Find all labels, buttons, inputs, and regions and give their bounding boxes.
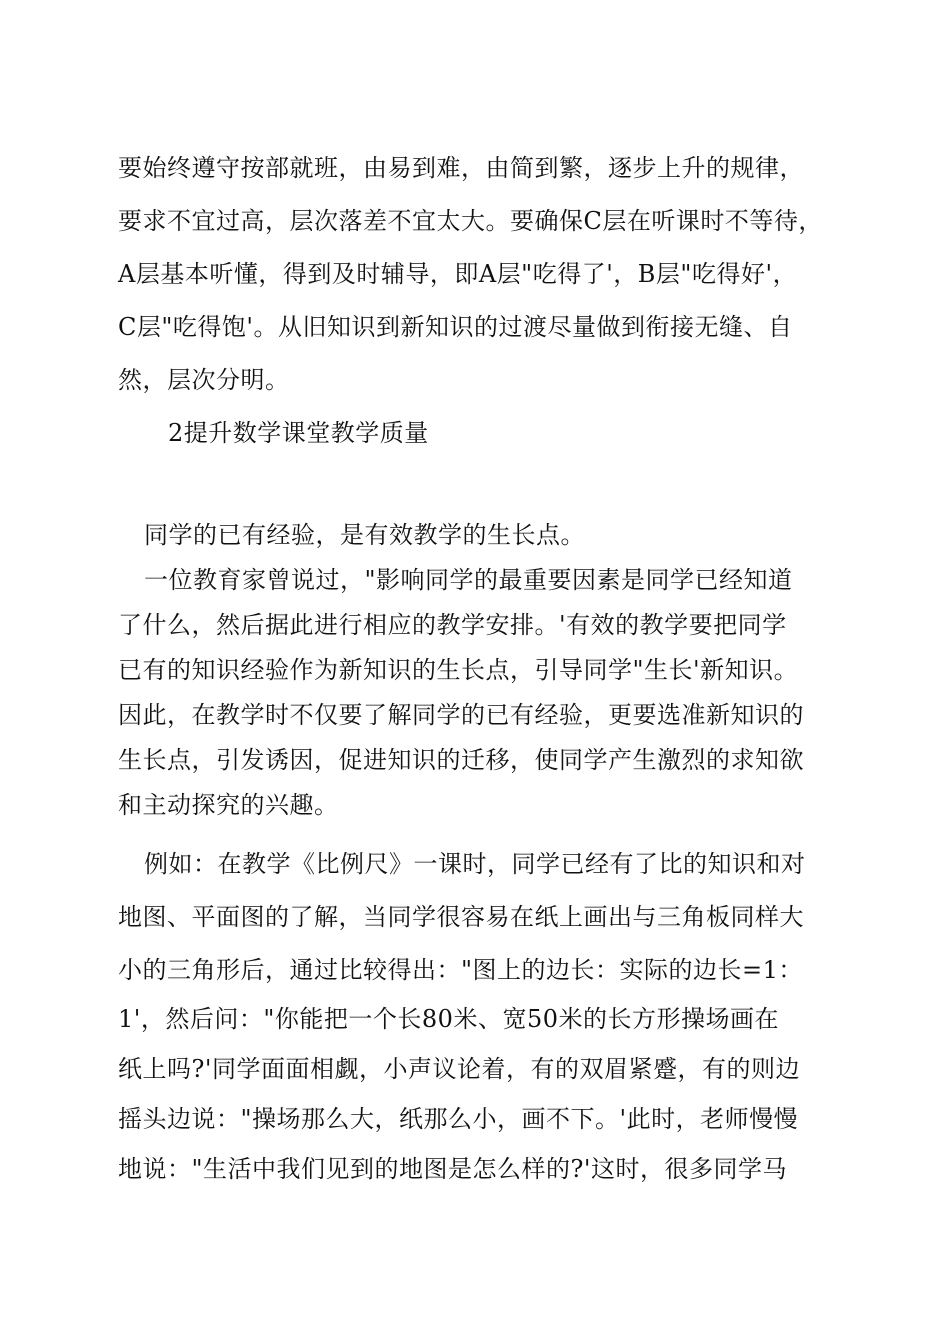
paragraph-line: C层"吃得饱'。从旧知识到新知识的过渡尽量做到衔接无缝、自: [118, 313, 793, 341]
paragraph-line: 已有的知识经验作为新知识的生长点，引导同学"生长'新知识。: [118, 656, 799, 684]
paragraph-line: 要求不宜过高，层次落差不宜太大。要确保C层在听课时不等待，: [118, 207, 823, 235]
paragraph-line: 地说："生活中我们见到的地图是怎么样的?'这时，很多同学马: [118, 1155, 788, 1183]
paragraph-line: 摇头边说："操场那么大，纸那么小，画不下。'此时，老师慢慢: [118, 1105, 799, 1133]
paragraph-line: 要始终遵守按部就班，由易到难，由简到繁，逐步上升的规律，: [118, 154, 804, 182]
paragraph-line: 生长点，引发诱因，促进知识的迁移，使同学产生激烈的求知欲: [118, 746, 804, 774]
paragraph-line: 一位教育家曾说过，"影响同学的最重要因素是同学已经知道: [144, 566, 793, 594]
lead-sentence: 同学的已有经验，是有效教学的生长点。: [144, 521, 585, 549]
paragraph-line: 地图、平面图的了解，当同学很容易在纸上画出与三角板同样大: [118, 903, 804, 931]
paragraph-line: A层基本听懂，得到及时辅导，即A层"吃得了'，B层"吃得好'，: [118, 260, 798, 288]
paragraph-line: 例如：在教学《比例尺》一课时，同学已经有了比的知识和对: [144, 850, 806, 878]
paragraph-line: 了什么，然后据此进行相应的教学安排。'有效的教学要把同学: [118, 611, 787, 639]
section-heading: 2提升数学课堂教学质量: [168, 419, 429, 447]
paragraph-line: 然，层次分明。: [118, 366, 290, 394]
paragraph-line: 和主动探究的兴趣。: [118, 791, 339, 819]
paragraph-line: 小的三角形后，通过比较得出："图上的边长：实际的边长=1：: [118, 956, 803, 984]
paragraph-line: 1'，然后问："你能把一个长80米、宽50米的长方形操场画在: [118, 1005, 779, 1033]
paragraph-line: 因此，在教学时不仅要了解同学的已有经验，更要选准新知识的: [118, 701, 804, 729]
paragraph-line: 纸上吗?'同学面面相觑，小声议论着，有的双眉紧蹙，有的则边: [118, 1055, 800, 1083]
